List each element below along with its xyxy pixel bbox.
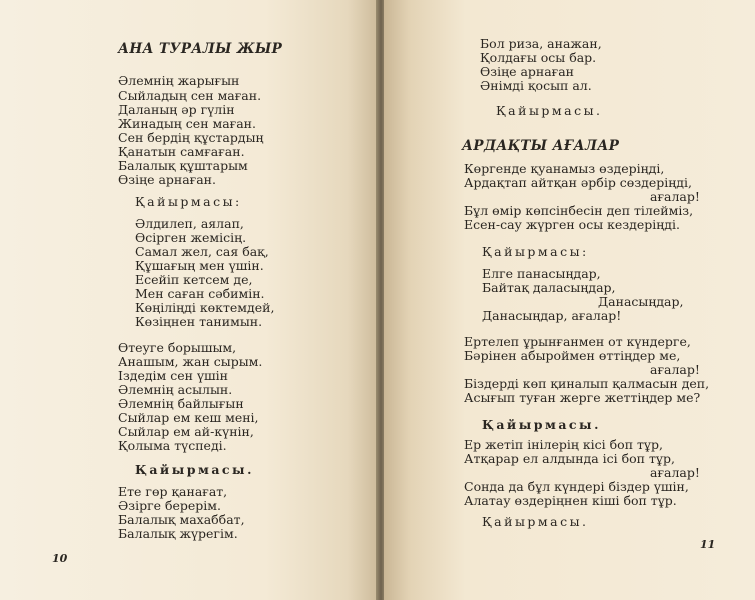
right-page — [384, 0, 755, 600]
verse-line: Сонда да бұл күндері біздер үшін, — [464, 479, 689, 494]
verse-line: Қолдағы осы бар. — [480, 50, 597, 65]
verse-line: Елге панасыңдар, — [482, 266, 601, 281]
verse-line: Есейіп кетсем де, — [135, 272, 253, 287]
refrain-label: Қайырмасы. — [496, 103, 603, 118]
verse-line: Байтақ даласыңдар, — [482, 280, 616, 295]
verse-line: Есен-сау жүрген осы кездеріңді. — [464, 217, 680, 232]
verse-line: Балалық құштарым — [118, 158, 248, 173]
verse-line: Мен саған сәбимін. — [135, 286, 265, 301]
verse-line: Әлемнің жарығын — [118, 73, 240, 88]
verse-line: Балалық махаббат, — [118, 512, 245, 527]
verse-line: Данасыңдар, ағалар! — [482, 308, 622, 323]
verse-line: Бұл өмір көпсінбесін деп тілейміз, — [464, 203, 694, 218]
verse-line: Өзіңе арнаған — [480, 64, 575, 79]
page-number: 10 — [52, 552, 68, 565]
verse-line: Көзіңнен танимын. — [135, 314, 263, 329]
refrain-label: Қайырмасы. — [482, 417, 601, 432]
verse-line: Әлемнің байлығын — [118, 396, 244, 411]
verse-line: Самал жел, сая бақ, — [135, 244, 269, 259]
verse-line: Ете гөр қанағат, — [118, 484, 228, 499]
verse-line: Сыйлар ем кеш мені, — [118, 410, 259, 425]
verse-line: Қанатын самғаған. — [118, 144, 245, 159]
verse-line: Көргенде қуанамыз өздеріңді, — [464, 161, 665, 176]
poem-title: АНА ТУРАЛЫ ЖЫР — [118, 41, 283, 57]
verse-line: Әнімді қосып ал. — [480, 78, 592, 93]
verse-line: Іздедім сен үшін — [118, 368, 228, 383]
verse-line: Сен бердің құстардың — [118, 130, 264, 145]
refrain-label: Қайырмасы. — [135, 462, 254, 477]
verse-line: Әлемнің асылын. — [118, 382, 233, 397]
verse-line: Данасыңдар, — [598, 294, 684, 309]
verse-line: Ер жетіп інілерің кісі боп тұр, — [464, 437, 663, 452]
verse-line: Өзіңе арнаған. — [118, 172, 216, 187]
verse-line: Қолыма түспеді. — [118, 438, 227, 453]
verse-line: Жинадың сен маған. — [118, 116, 256, 131]
verse-line: Сыйлар ем ай-күнін, — [118, 424, 254, 439]
verse-line: Құшағың мен үшін. — [135, 258, 264, 273]
verse-line: Ардақтап айтқан әрбір сөздеріңді, — [464, 175, 692, 190]
verse-line: Асығып туған жерге жеттіңдер ме? — [464, 390, 701, 405]
verse-line: Өсірген жемісің. — [135, 230, 247, 245]
verse-line: Біздерді көп қиналып қалмасын деп, — [464, 376, 710, 391]
refrain-label: Қайырмасы: — [135, 194, 242, 209]
verse-line: Сыйладың сен маған. — [118, 88, 262, 103]
verse-line: Балалық жүрегім. — [118, 526, 238, 541]
poem-title: АРДАҚТЫ АҒАЛАР — [462, 138, 620, 154]
verse-line: Атқарар ел алдында ісі боп тұр, — [464, 451, 675, 466]
verse-line: ағалар! — [650, 362, 700, 377]
page-number: 11 — [700, 538, 716, 551]
verse-line: Бәрінен абыроймен өттіңдер ме, — [464, 348, 681, 363]
refrain-label: Қайырмасы: — [482, 244, 589, 259]
verse-line: Алатау өздеріңнен кіші боп тұр. — [464, 493, 677, 508]
verse-line: Даланың әр гүлін — [118, 102, 235, 117]
verse-line: Көңіліңді көктемдей, — [135, 300, 275, 315]
verse-line: Ертелеп ұрынғанмен от күндерге, — [464, 334, 691, 349]
verse-line: ағалар! — [650, 465, 700, 480]
verse-line: ағалар! — [650, 189, 700, 204]
verse-line: Әлдилеп, аялап, — [135, 216, 244, 231]
verse-line: Өтеуге борышым, — [118, 340, 237, 355]
refrain-label: Қайырмасы. — [482, 514, 589, 529]
verse-line: Анашым, жан сырым. — [118, 354, 263, 369]
verse-line: Әзірге берерім. — [118, 498, 222, 513]
verse-line: Бол риза, анажан, — [480, 36, 602, 51]
